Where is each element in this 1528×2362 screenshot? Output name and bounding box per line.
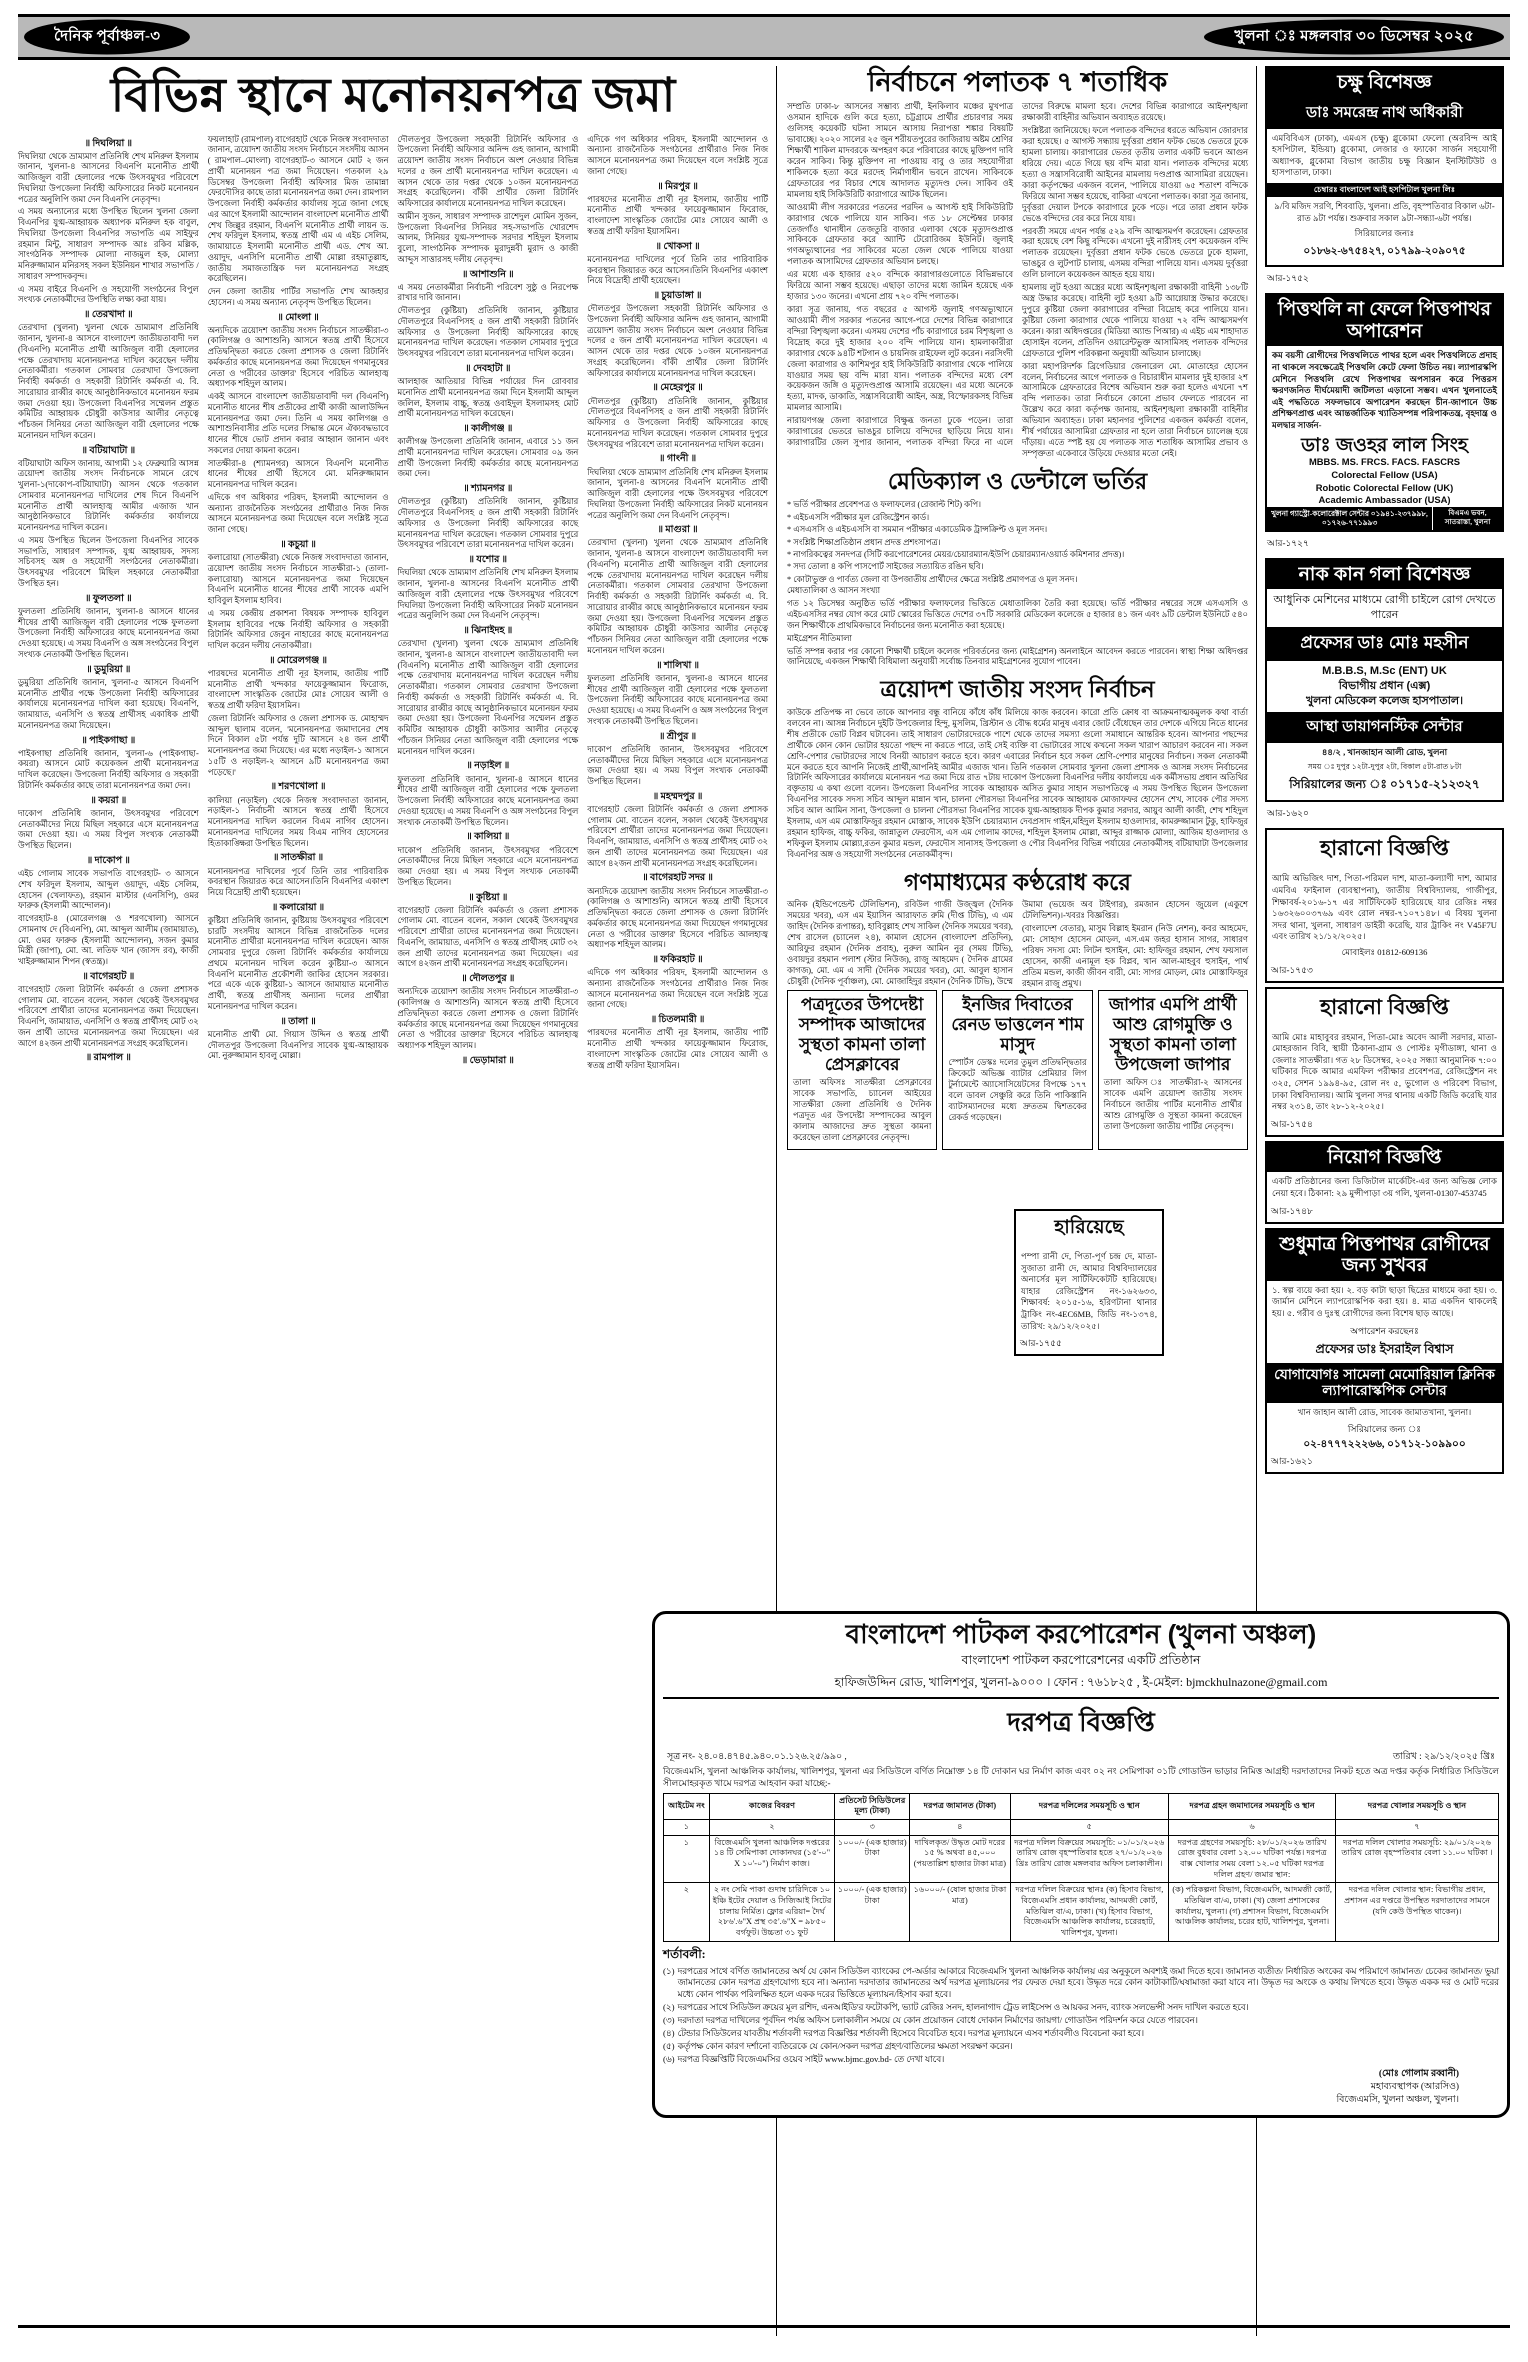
mid-headline-2: মেডিক্যাল ও ডেন্টালে ভর্তির: [887, 467, 1148, 494]
mid-paragraph: নারায়ণগঞ্জ জেলা কারাগারে বিক্ষুব্ধ জনতা ঢুকে পড়েন। তারা কারাগারের ভেতরে ভাঙচুর চালিয়ে বন্দিদের ছাড়িয়ে নিয়ে যান। কারাগারটির জেল সুপার জানান, পলাতক বন্দিরা ফিরে না এলে তাদের বিরুদ্ধে মামলা হবে। দেশের বিভিন্ন কারাগারে আইনশৃঙ্খলা রক্ষাকারী বাহিনীর অভিযান অব্যাহত রয়েছে।: [787, 102, 1248, 448]
ad-ent-serial: সিরিয়ালের জন্য ঃ ০১৭১৫-২১২৩২৭: [1289, 777, 1480, 792]
ad-lost3-title: হারিয়েছে: [1054, 1217, 1124, 1238]
article-paragraph: দেন জেলা জাতীয় পার্টির সভাপতি শেখ আজহার হোসেন। এ সময় অন্যান্য নেতৃবৃন্দ উপস্থিত ছিলেন।: [207, 287, 389, 307]
dateline: ॥ ডুমুরিয়া ॥: [86, 664, 131, 675]
article-paragraph: এ সময় বাইরে বিএনপি ও সহযোগী সংগঠনের বিপুল সংখ্যক নেতাকর্মীদের উপস্থিতি লক্ষ্য করা যায়।: [18, 284, 199, 305]
tender-terms-title: শর্তাবলী:: [663, 1946, 706, 1961]
dateline: ॥ তালা ॥: [280, 1016, 316, 1027]
mid-bullet-list: [787, 499, 1248, 584]
article-paragraph: তেরখাদা (খুলনা) খুলনা থেকে ভ্রাম্যমাণ প্রতিনিধি জানান, খুলনা-৪ আসনে বাংলাদেশ জাতীয়তাবাদী দল (বিএনপি) মনোনীত প্রার্থী আজিজুল বারী হেলালের পক্ষে তেরখাদায় মনোনয়নপত্র দাখিল করেছেন দলীয় নেতাকর্মীরা। গতকাল সোমবার তেরখাদা উপজেলা নির্বাহী কর্মকর্তা ও সহকারী রিটার্নিং কর্মকর্তা এ. বি. সারোয়ার রাব্বীর কাছে আনুষ্ঠানিকভাবে মনোনয়ন ফরম জমা দেওয়া হয়। উপজেলা বিএনপির সম্মেলন প্রস্তুত কমিটির আহ্বায়ক চৌধুরী কাউসার আলীর নেতৃত্বে পাঁচজন সিনিয়র নেতা আজিজুল বারী হেলালের পক্ষে মনোনয়ন দাখিল করেন।: [397, 639, 579, 756]
ad-lost-notice-1[interactable]: [1265, 828, 1504, 982]
article-paragraph: তেরখাদা (খুলনা) খুলনা থেকে ভ্রাম্যমাণ প্রতিনিধি জানান, খুলনা-৪ আসনে বাংলাদেশ জাতীয়তাবাদী দল (বিএনপি) মনোনীত প্রার্থী আজিজুল বারী হেলালের পক্ষে তেরখাদায় মনোনয়নপত্র দাখিল করেছেন দলীয় নেতাকর্মীরা। গতকাল সোমবার তেরখাদা উপজেলা নির্বাহী কর্মকর্তা ও সহকারী রিটার্নিং কর্মকর্তা এ. বি. সারোয়ার রাব্বীর কাছে আনুষ্ঠানিকভাবে মনোনয়ন ফরম জমা দেওয়া হয়। উপজেলা বিএনপির সম্মেলন প্রস্তুত কমিটির আহ্বায়ক চৌধুরী কাউসার আলীর নেতৃত্বে পাঁচজন সিনিয়র নেতা আজিজুল বারী হেলালের পক্ষে মনোনয়ন দাখিল করেন।: [18, 323, 199, 440]
tender-cell-security: দাখিলকৃত/ উদ্ধৃত মোট দরের ১৫ % অথবা ৪৫,০০০ (পয়তাল্লিশ হাজার টাকা মাত্র): [910, 1835, 1010, 1883]
tender-term: [663, 1966, 1499, 2002]
ad-ent-sub: আধুনিক মেশিনের মাধ্যমে রোগী চাইলে রোগ দেখতে পারেন: [1273, 594, 1496, 622]
article-paragraph: পারষদের মনোনীত প্রার্থী নূর ইসলাম, জাতীয় পার্টি মনোনীত প্রার্থী খন্দকার ফায়েকুজ্জামান ফিরোজ, বাংলাদেশ সাংস্কৃতিক জোটের মোঃ সোয়েব আলী ও স্বতন্ত্র প্রার্থী ফরিদা ইয়াসমিন।: [587, 1028, 768, 1070]
requirement-bullet: * সংশ্লিষ্ট শিক্ষাপ্রতিষ্ঠান প্রধান প্রদত্ত প্রশংসাপত্র।: [787, 537, 941, 547]
dateline: ॥ দেবহাটা ॥: [465, 363, 511, 374]
tender-cell-open: দরপত্র দলিল খোলার স্থান: বিভাগীয় প্রধান, প্রশাসন এর দপ্তরে উপস্থিত দরদাতাদের সামনে (যদি কেউ উপস্থিত থাকেন)।: [1336, 1883, 1499, 1941]
ad-degree-line: MBBS. MS. FRCS. FACS. FASCRS: [1308, 456, 1461, 468]
tender-term-text: দরদাতা দরপত্র দাখিলের পূর্বদিন পর্যন্ত অফিস চলাকালীন সময়ে যে কোন প্রয়োজন বোধে দোকান নির্মাণের জায়গা/ গোডাউন পরিদর্শন করে যেতে পারবেন।: [677, 2015, 1198, 2026]
ad-gallbladder-building: বিএমএ ভবন, সাতরাস্তা, খুলনা: [1432, 507, 1502, 530]
dateline: ॥ সাতক্ষীরা ॥: [273, 853, 324, 864]
article-paragraph: দাকোপ প্রতিনিধি জানান, উৎসবমুখর পরিবেশে নেতাকর্মীদের নিয়ে মিছিল সহকারে এসে মনোনয়নপত্র জমা দেওয়া হয়। এ সময় বিপুল সংখ্যক নেতাকর্মী উপস্থিত ছিলেন।: [587, 744, 768, 787]
ad-gallstone-phone: ০২-৪৭৭৭২২২৬৬, ০১৭১২-১০৯৯০০: [1303, 1439, 1466, 1451]
ad-lost2-ref: আর-১৭৫৪: [1271, 1118, 1313, 1129]
mid-notice-boxes: [787, 990, 1248, 1155]
ad-lost-notice-3[interactable]: [1014, 1209, 1164, 1356]
ad-gallstone-address: খান জাহান আলী রোড, সাবেক জামাতখানা, খুলনা।: [1297, 1406, 1472, 1417]
ad-ent-ref: আর-১৬২০: [1267, 808, 1309, 819]
ad-gallstone-title: শুধুমাত্র পিত্তপাথর রোগীদের জন্য সুখবর: [1267, 1230, 1502, 1281]
tender-column-header: দরপত্র জামানত (টাকা): [910, 1793, 1010, 1819]
dateline: ॥ শালিখা ॥: [656, 660, 699, 671]
tender-column-header: কাজের বিবরণ: [709, 1793, 834, 1819]
article-paragraph: এদিকে গণ অধিকার পরিষদ, ইসলামী আন্দোলন ও অন্যান্য রাজনৈতিক সংগঠনের প্রার্থীরাও নিজ নিজ আসনে মনোনয়নপত্র জমা দিয়েছেন বলে সংশ্লিষ্ট সূত্রে জানা গেছে।: [587, 134, 768, 176]
dateline: ॥ দৌলতপুর ॥: [461, 974, 515, 985]
ad-gallbladder-degrees: [1267, 456, 1502, 507]
requirement-bullet: * নাগরিকত্বের সনদপত্র (সিটি করপোরেশনের মেয়র/চেয়ারম্যান/ইউপি চেয়ারম্যান/ওয়ার্ড কমিশনার প্রদত্ত)।: [787, 549, 1125, 559]
tender-sign-org: বিজেএমসি, খুলনা অঞ্চল, খুলনা।: [1336, 2094, 1459, 2105]
ad-gallbladder-doctor: ডাঃ জওহর লাল সিংহ: [1301, 434, 1468, 456]
dateline: ॥ মহম্মদপুর ॥: [652, 791, 703, 802]
ad-lost2-title: হারানো বিজ্ঞপ্তি: [1320, 995, 1449, 1019]
ad-gallbladder-ref: আর-১৭২৭: [1267, 537, 1309, 548]
tender-cell-no: ২: [664, 1883, 710, 1941]
ad-job-notice[interactable]: [1265, 1141, 1504, 1224]
tender-memo-no: সূত্র নং- ২৪.০৪.৪৭৪৫.৯৪০.০১.১২৬.২৫/৯৯০ ,: [667, 1751, 847, 1762]
dateline: ॥ রামপাল ॥: [85, 1053, 131, 1064]
tender-terms-list: [663, 1966, 1499, 2066]
ad-ent-doctor: প্রফেসর ডাঃ মোঃ মহসীন: [1267, 627, 1502, 661]
tender-cell-desc: ২ নং সেমি পাকা গুদাম্ব চারিদিকে ১০ ইঞ্চি ইটের দেয়াল ও সিজিআই সিটের চালায় নির্মিত। ফ্লোর এরিয়া= দৈর্ঘ ২৮৬'.৬"X প্রস্থ ৩৫'.৬"X = ৯৮৫০ বর্গফুট। উচ্চতা ৩১ ফুট: [709, 1883, 834, 1941]
ad-eye-ref: আর-১৭৫২: [1267, 273, 1309, 284]
mid-paragraph: আওয়ামী লীগ সরকারের পতনের পরদিন ৬ আগস্ট হাই সিকিউরিটি কারাগার থেকে পালিয়ে যান সাকিব। গত ১৮ সেপ্টেম্বর ঢাকার তেজগাঁও থানাধীন তেজতুরি বাজার এলাকা থেকে মৃত্যুদণ্ডপ্রাপ্ত সাকিবকে গ্রেফতার করে অ্যান্টি টেরোরিজম ইউনিট। জুলাই গণঅভ্যুত্থানের পর সাকিবের মতো জেল থেকে পালিয়ে যাওয়া পলাতক আসামিদের গ্রেফতার অভিযান চলছে।: [787, 202, 1013, 267]
requirement-bullet: * কোটাভুক্ত ও পার্বত্য জেলা বা উপজাতীয় প্রার্থীদের ক্ষেত্রে সংশ্লিষ্ট প্রমাণপত্র ও মূল সনদ।: [787, 574, 1078, 584]
notice-body: তালা অফিসঃ সাতক্ষীরা প্রেসক্লাবের সাবেক সভাপতি, চ্যানেল আইয়ের সাতক্ষীরা জেলা প্রতিনিধি ও দৈনিক পত্রদূত এর উপদেষ্টা সম্পাদকের আবুল কালাম আজাদের দ্রুত সুস্থতা কামনা করেছেন তালা প্রেসক্লাবের নেতৃবৃন্দ।: [793, 1078, 932, 1142]
tender-cell-sale: দরপত্র দলিল বিক্রয়ের সময়সূচি: ০১/০১/২০২৬ তারিখ রোজ বৃহস্পতিবার হতে ২৭/০১/২০২৬ খ্রিঃ তারিখ রোজ মঙ্গলবার অফিস চলাকালীন।: [1010, 1835, 1169, 1883]
article-paragraph: কলারোয়া (সাতক্ষীরা) থেকে নিজস্ব সংবাদদাতা জানান, ত্রয়োদশ জাতীয় সংসদ নির্বাচনে সাতক্ষীরা-১ (তালা-কলারোয়া) আসনে মনোনয়নপত্র জমা দিয়েছেন বিএনপি মনোনীত ধানের শীষের প্রার্থী সাবেক এমপি হাবিবুল ইসলাম হাবিব।: [207, 553, 389, 606]
dateline: ॥ ফকিরহাট ॥: [652, 955, 703, 966]
article-paragraph: বাগেরহাট জেলা রিটার্নিং কর্মকর্তা ও জেলা প্রশাসক গোলাম মো. বাতেন বলেন, সকাল থেকেই উৎসবমুখর পরিবেশে প্রার্থীরা তাদের মনোনয়নপত্র জমা দিয়েছেন। বিএনপি, জামায়াত, এনসিপি ও স্বতন্ত্র প্রার্থীসহ মোট ৩২ জন প্রার্থী তাদের মনোনয়নপত্র জমা দিয়েছেন। এর আগে ৪২জন প্রার্থী মনোনয়নপত্র সংগ্রহ করেছিলেন।: [587, 804, 768, 868]
ad-ent-address: ৪৪/২ , খানজাহান আলী রোড, খুলনা: [1321, 746, 1448, 757]
tender-sign-name: (মোঃ গোলাম রব্বানী): [1378, 2068, 1459, 2079]
article-paragraph: মনোনয়নপত্র দাখিলের পূর্বে তিনি তার পারিবারিক কবরস্থান জিয়ারত করে আসেন।তিনি বিএনপির একাংশ নিয়ে বিদ্রোহী প্রার্থী হয়েছেন।: [587, 254, 768, 286]
notice-box[interactable]: [1098, 990, 1248, 1150]
tender-term-number: (৬): [663, 2053, 675, 2064]
ad-lost3-body: পম্পা রানী দে, পিতা-পূর্ণ চন্দ্র দে, মাতা-সুজাতা রানী দে, আমার বিশ্ববিদ্যালয়ের অনার্সের মূল সার্টিফিকেটটি হারিয়েছে। যাহার রেজিস্ট্রেশন নং-১৬২৬৩৩, শিক্ষাবর্ষ: ২০১৫-১৬, হরিণটানা থানার ট্রাকিং নং-4EC6MB, জিডি নং-১৩৭৪, তারিখ: ২৯/১২/২০২৫।: [1021, 1251, 1157, 1331]
mid-headline-4: গণমাধ্যমের কণ্ঠরোধ করে: [904, 868, 1131, 895]
tender-column-number: ৫: [1010, 1819, 1169, 1835]
tender-term: [663, 2002, 1499, 2014]
tender-term: [663, 2041, 1499, 2053]
article-paragraph: একই আসনে বাংলাদেশ জাতীয়তাবাদী দল (বিএনপি) মনোনীত ধানের শীষ প্রতীকের প্রার্থী কাজী আলাউদ্দিন মনোনয়নপত্র জমা দেন। তিনি এ সময় কালিগঞ্জ ও আশাশুনিবাসীর প্রতি দলের সিদ্ধান্ত মেনে ঐক্যবদ্ধভাবে ধানের শীষে ভোট প্রদান করার আহ্বান জানান এবং সকলের দোয়া কামনা করেন।: [207, 392, 389, 455]
ad-eye-phone: ০১৮৬২-৬৭৫৪২৭, ০১৭৯৯-২০৯০৭৫: [1303, 246, 1466, 258]
requirement-bullet: * ভর্তি পরীক্ষার প্রবেশপত্র ও ফলাফলের (রেজাল্ট শিট) কপি।: [787, 500, 982, 510]
tender-term-text: দরপত্রের সাথে বর্ণিত জামানতের অর্থ যে কোন সিডিউল ব্যাংকের পে-অর্ডার আকারে বিজেএমসি খুলনা আঞ্চলিক কার্যালয় এর অনুকূলে অবশ্যই জমা দিতে হবে। জামানত ব্যতীত/ নির্ধারিত অংকের কম পরিমাণে জামানত/ চেকের জামানত/ ভুয়া জামানতের কোন দরপত্র গ্রহণযোগ্য হবে না। অন্যান্য দরদাতার জামানতের অর্থ দরপত্র মূল্যায়নের পর ফেরত দেয়া হবে। উদ্ধৃত দরে কোন কাটাকাটি/ঘষামাজা করা যাবে না। উদ্ধৃত দর অংকে ও কথায় লিখতে হবে। উদ্ধৃত একক দর ও মোট দরের মধ্যে কোন পার্থক্য পরিলক্ষিত হলে একক দরের ভিত্তিতে মূল্যায়ন/হিসাব করা হবে।: [677, 1965, 1499, 2000]
tender-term-number: (৫): [663, 2040, 675, 2051]
article-paragraph: বাগেরহাট জেলা রিটার্নিং কর্মকর্তা ও জেলা প্রশাসক গোলাম মো. বাতেন বলেন, সকাল থেকেই উৎসবমুখর পরিবেশে প্রার্থীরা তাদের মনোনয়নপত্র জমা দিয়েছেন। বিএনপি, জামায়াত, এনসিপি ও স্বতন্ত্র প্রার্থীসহ মোট ৩২ জন প্রার্থী তাদের মনোনয়নপত্র জমা দিয়েছেন। এর আগে ৪২জন প্রার্থী মনোনয়নপত্র সংগ্রহ করেছিলেন।: [18, 984, 199, 1048]
article-paragraph: সাতক্ষীরা-৪ (শ্যামনগর) আসনে বিএনপি মনোনীত ধানের শীষের প্রার্থী হিসেবে মো. মনিরুজ্জামান মনোনয়নপত্র দাখিল করেন।: [207, 458, 389, 490]
dateline: ॥ কুষ্টিয়া ॥: [468, 892, 508, 903]
tender-cell-schedule-price: ১০০০/- (এক হাজার) টাকা: [835, 1835, 910, 1883]
article-paragraph: আলহাজ আতিয়ার বিভিন্ন পর্যায়ের দিন রোববার মনোনিত প্রার্থী মনোনয়নপত্র জমা দিনে ইসলামী আব্দুল জলিল, ইসলাম বাচ্চু, স্বতন্ত্র ওবাইদুল ইসলামসহ মোট প্রার্থী মনোনয়নপত্র দাখিল করেছেন।: [397, 377, 579, 419]
tender-term-text: দরপত্র বিজ্ঞপ্তিটি বিজেএমসির ওয়েব সাইট www.bjmc.gov.bd- তে দেখা যাবে।: [677, 2053, 945, 2064]
article-paragraph: দাকোপ প্রতিনিধি জানান, উৎসবমুখর পরিবেশে নেতাকর্মীদের নিয়ে মিছিল সহকারে এসে মনোনয়নপত্র জমা দেওয়া হয়। এ সময় বিপুল সংখ্যক নেতাকর্মী উপস্থিত ছিলেন।: [397, 845, 579, 887]
ad-ent-center: আস্থা ডায়াগনস্টিক সেন্টার: [1267, 712, 1502, 743]
tender-column-header: দরপত্র দলিলের সময়সূচি ও স্থান: [1010, 1793, 1169, 1819]
tender-term: [663, 2015, 1499, 2027]
ad-eye-serial-label: সিরিয়ালের জন্যঃ: [1354, 228, 1415, 239]
ad-degree-line: M.B.B.S, M.Sc (ENT) UK: [1322, 665, 1447, 678]
tender-term: [663, 2028, 1499, 2040]
ad-lost1-title: হারানো বিজ্ঞপ্তি: [1320, 837, 1449, 861]
ad-gallstone-ref: আর-১৬২১: [1271, 1456, 1313, 1467]
mid-paragraph: কারা মহাপরিদর্শক ব্রিগেডিয়ার জেনারেল মো. মোতাহের হোসেন বলেন, নির্বাচনের আগে পলাতক ও বিচারাধীন মামলার দুই হাজার ২শ আসামিকে গ্রেফতারের বিশেষ অভিযান শুরু করা হলেও এখনো ৭শ বন্দি পলাতক। তারা নির্বাচনে কোনো প্রভাব ফেলতে পারবেন না উল্লেখ করে কারা কর্তৃপক্ষ জানায়, আইনশৃঙ্খলা রক্ষাকারী বাহিনীর অভিযান অব্যাহত। ঢাকা মহানগর পুলিশের একজন কর্মকর্তা বলেন, শীর্ষ পর্যায়ের আসামিরা গ্রেফতার না হলে তারা নির্বাচনে চ্যালেঞ্জ হয়ে দাঁড়ায়। এতে স্পষ্ট হয় যে পলাতক সাত শতাধিক আসামির প্রভাব ও সম্পৃক্ততা একেবারে উড়িয়ে দেওয়ার মতো নেই।: [1022, 361, 1248, 458]
ad-eye-specialist[interactable]: [1265, 66, 1504, 267]
article-paragraph: অন্যদিকে ত্রয়োদশ জাতীয় সংসদ নির্বাচনে সাতক্ষীরা-৩ (কালিগঞ্জ ও আশাশুনি) আসনে স্বতন্ত্র প্রার্থী হিসেবে প্রতিদ্বন্দ্বিতা করতে জেলা প্রশাসক ও জেলা রিটার্নিং কর্মকর্তার কাছে মনোনয়নপত্র জমা দিয়েছেন গণমানুষের নেতা ও 'গরীবের ডাক্তার' হিসেবে পরিচিত আলহাজ্ব অধ্যাপক শহিদুল আলম।: [397, 987, 579, 1051]
article-paragraph: দৌলতপুর (কুষ্টিয়া) প্রতিনিধি জানান, কুষ্টিয়ার দৌলতপুরে বিএনপিসহ ৫ জন প্রার্থী সহকারী রিটার্নিং অফিসার ও উপজেলা নির্বাহী অফিসারের কাছে মনোনয়নপত্র দাখিল করেছেন। গতকাল সোমবার দুপুরে উৎসবমুখর পরিবেশে তারা মনোনয়নপত্র দাখিল করেন।: [397, 497, 579, 550]
mid-paragraph: কারা সূত্র জানায়, গত বছরের ৫ আগস্ট জুলাই গণঅভ্যুত্থানে আওয়ামী লীগ সরকার পতনের আগে-পরে দেশের বিভিন্ন কারাগারে বন্দিরা বিশৃঙ্খলা করেন। এসময় দেশের পাঁচ কারাগারে চরম বিশৃঙ্খলা ও বিদ্রোহ করে দুই হাজার ২০০ বন্দি পালিয়ে যান। হামলাকারীরা কারাগার থেকে ৯৪টি শটগান ও চায়নিজ রাইফেল লুট করেন। নরসিংদী জেলা কারাগার ও কাশিমপুর হাই সিকিউরিটি কারাগার থেকে পালিয়ে যাওয়ার সময় ছয় বন্দি মারা যান। পলাতক বন্দিদের মধ্যে বেশ কয়েকজন জঙ্গি ও মৃত্যুদণ্ডপ্রাপ্ত আসামি রয়েছেন। এর মধ্যে অনেকে হত্যা, মাদক, ডাকাতি, সন্ত্রাসবিরোধী আইন, অস্ত্র, বিস্ফোরকসহ বিভিন্ন মামলার আসামি।: [787, 304, 1013, 413]
article-paragraph: দৌলতপুর (কুষ্টিয়া) প্রতিনিধি জানান, কুষ্টিয়ার দৌলতপুরে বিএনপিসহ ৫ জন প্রার্থী সহকারী রিটার্নিং অফিসার ও উপজেলা নির্বাহী অফিসারের কাছে মনোনয়নপত্র দাখিল করেছেন। গতকাল সোমবার দুপুরে উৎসবমুখর পরিবেশে তারা মনোনয়নপত্র দাখিল করেন।: [397, 306, 579, 359]
banner-headline: বিভিন্ন স্থানে মনোনয়নপত্র জমা: [110, 68, 676, 121]
dateline: ॥ দিঘলিয়া ॥: [84, 138, 132, 149]
mid-paragraph: মেধাতালিকা ও আসন সংখ্যা: [787, 585, 881, 595]
tender-column-number: ৪: [910, 1819, 1010, 1835]
article-paragraph: এদিকে গণ অধিকার পরিষদ, ইসলামী আন্দোলন ও অন্যান্য রাজনৈতিক সংগঠনের প্রার্থীরাও নিজ নিজ আসনে মনোনয়নপত্র জমা দিয়েছেন বলে সংশ্লিষ্ট সূত্রে জানা গেছে।: [207, 492, 389, 535]
mid-paragraph: কাউকে প্রতিপক্ষ না ভেবে তাকে আপনার বন্ধু বানিয়ে কাঁধে কাঁধ মিলিয়ে কাজ করবেন। কারো প্রতি ক্রোধ বা আক্রমনাত্মকমুলক কথা বার্তা বলবেন না। আসন্ন নির্বাচনে দুইটি উপজেলার হিন্দু, মুসলিম, খ্রিস্টান ও বৌদ্ধ ধর্মের মানুষ এবার জোট বেঁধেছেন তার দেশকে এগিয়ে নিতে ধানের শীষ প্রতীকে ভোট বিপ্লব ঘটাবেন। তাই সাধারণ ভোটারদেরকে পাশে থেকে তাদের সমস্যা গুলো সমাধানে আন্তরিক হবেন। আপনার পছন্দের প্রার্থীকে কোন কোন ভোটার হয়তো পছন্দ না করতে পারে, তাই সেই ব্যক্তি বা ভোটারের সাথে কখনো সকল খারাপ আচারণ করবেন না। সকল শ্রেণি-পেশার ভোটারদের সাথে বিনয়ী আচারণ করতে হবে। কারণ এবারের নির্বাচন হবে সকল শ্রেণি-পেশার মানুষের নির্বাচন। সকল নেতাকর্মী মনে করতে হবে আপনি নিজেই প্রার্থী,আপনিই আমীর এজাজ খান। তিনি গতকাল সোমবার খুলনা জেলা প্রশাসক ও আসন্ন সংসদ নির্বাচনের রিটার্নিং অফিসারের কার্যালয়ে মনোনয়ন পত্র জমা দিয়ে রাত ৭টায় দাকোপ উপজেলা বিএনপির দলীয় কার্যালয়ে এক কর্মীসভায় প্রধান অতিথির বক্তৃতায় এ কথা গুলো বলেন। উপজেলা বিএনপির সাবেক আহ্বায়ক অসিত কুমার সাহান সভাপতিত্বে এ সময় উপস্থিত ছিলেন উপজেলা বিএনপির সাবেক সদস্য সচিব আব্দুল মান্নান খান, চালনা পৌরসভা বিএনপির সাবেক আহ্বায়ক মোজাফফর হোসেন শেখ, সাবেক পৌর সদস্য সচিব আল আমিন সানা, উপজেলা ও চালনা পৌরসভা বিএনপির সাবেক যুগ্ম-আহ্বায়ক দীপক কুমার সরদার, আয়ুব আলী কাজী, শেখ শহিদুল ইসলাম, এস এম মোস্তাফিজুর রহমান মোস্তাক, সাবেক ইউপি চেয়ারম্যান দেবপ্রসাদ গাইন,মহিদুল ইসলাম হাওলাদার, কামরুজ্জামান টুকু, হাফিজুর রহমান হাফিজ, বাচ্চু ফকির, জান্নাতুল ফেরদৌস, এস এম গোলাম কাদের, শহিদুল ইসলাম মোল্লা, আব্দুর রাজ্জাক মোল্যা, আজিম হাওলাদার ও শফিকুল ইসলাম মোল্ল্যা,রতন কুমার মন্ডল, ফেরদৌস সানাসহ উপজেলা ও পৌর বিএনপির বিভিন্ন পর্যায়ের নেতাকর্মীসহ বটিয়াঘাটা উপজেলার বিএনপির অঙ্গ ও সহযোগী সংগঠনের নেতাকর্মীবৃন্দ।: [787, 707, 1248, 859]
ad-eye-address: ৯/বি মজিদ সরণি, শিববাড়ি, খুলনা। প্রতি, বৃহস্পতিবার বিকাল ৬টা- রাত ৯টা পর্যন্ত। শুক্রবার সকাল ৯টা-সন্ধ্যা-৬টা পর্যন্ত।: [1274, 201, 1495, 223]
mid-paragraph: হামলায় লুট হওয়া অস্ত্রের মধ্যে আইনশৃঙ্খলা রক্ষাকারী বাহিনী ১৩৮টি অস্ত্র উদ্ধার করেছে। বাহিনী লুট হওয়া ৯টি আগ্নেয়াস্ত্র উদ্ধার করেছে। দুপুরে কুষ্টিয়া জেলা কারাগারের বন্দিরা বিদ্রোহ করে পালিয়ে যান। কুষ্টিয়া জেলা কারাগার থেকে পালিয়ে যাওয়া ৭২ বন্দি আত্মসমর্পণ করেন। কারা অধিদপ্তরের (মিডিয়া অ্যান্ড পিআর) এ এইচ এম শাহাদাত হোসাইন বলেন, প্রতিদিন ওয়ারেন্টভুক্ত আসামিসহ পলাতক বন্দিদের গ্রেফতারে পুলিশ পরিকল্পনা অনুযায়ী অভিযান চালাচ্ছে।: [1022, 283, 1248, 358]
article-paragraph: দিঘলিয়া থেকে ভ্রাম্যমাণ প্রতিনিধি শেখ মনিরুল ইসলাম জানান, খুলনা-৪ আসনের বিএনপি মনোনীত প্রার্থী আজিজুল বারী হেলালের পক্ষে উৎসবমুখর পরিবেশে দিঘলিয়া উপজেলা নির্বাহী অফিসারের নিকট মনোনয়ন পত্রের অনুলিপি জমা দেন বিএনপি নেতৃবৃন্দ।: [587, 467, 768, 520]
ad-job-ref: আর-১৭৪৮: [1271, 1205, 1313, 1216]
tender-cell-sale: দরপত্র দলিল বিক্রয়ের স্থানঃ (ক) হিসাব বিভাগ, বিজেএমসি প্রধান কার্যালয়, আদমজী কোর্ট, মতিঝিল বা/এ, ঢাকা। (খ) হিসাব বিভাগ, বিজেএমসি আঞ্চলিক কার্যালয়, চরেরহাট, খালিশপুর, খুলনা।: [1010, 1883, 1169, 1941]
dateline: ॥ গাংনী ॥: [659, 454, 697, 465]
dateline: ॥ কালিয়া ॥: [466, 832, 510, 843]
ad-eye-body: এমবিবিএস (ঢাকা), এমএস (চক্ষু) গ্লুকোমা ফেলো (অরবিন্দ আই হসপিটাল, ইন্ডিয়া) গ্লুকোমা, লেজার ও ফ্যাকো সার্জন সহযোগী অধ্যাপক, গ্লুকোমা বিভাগ জাতীয় চক্ষু বিজ্ঞান ইনস্টিটিউট ও হাসপাতাল, ঢাকা।: [1272, 132, 1497, 178]
tender-column-header: দরপত্র খোলার সময়সূচি ও স্থান: [1336, 1793, 1499, 1819]
tender-body: [664, 1835, 1499, 1941]
dateline: ॥ কলারোয়া ॥: [272, 902, 325, 913]
ad-lost1-body: আমি অভিজিৎ দাশ, পিতা-পরিমল দাশ, মাতা-কল্যাণী দাশ, আমার এমবিএ ফাইনাল (ব্যবস্থাপনা), জাতীয় বিশ্ববিদ্যালয়, গাজীপুর, শিক্ষাবর্ষ-২০১৬-১৭ এর সার্টিফিকেট হারিয়েছে যার রেজিঃ নম্বর ১৬৩২৬০০৩৭৬৯ এবং রোল নম্বর-৭১০৭১৪৮। এ বিষয় খুলনা সদর থানা, খুলনা, সাধারণ ডাইরী করেছি, যার ট্রাকিং নং V45F7U এবং তারিখ ২১/১২/২০২৫।: [1272, 873, 1497, 942]
dateline: ॥ নড়াইল ॥: [466, 761, 510, 772]
article-paragraph: এ সময় নেতাকর্মীরা নির্বাচনী পরিবেশ সুষ্ঠু ও নিরপেক্ষ রাখার দাবি জানান।: [397, 282, 579, 303]
article-paragraph: অন্যদিকে ত্রয়োদশ জাতীয় সংসদ নির্বাচনে সাতক্ষীরা-৩ (কালিগঞ্জ ও আশাশুনি) আসনে স্বতন্ত্র প্রার্থী হিসেবে প্রতিদ্বন্দ্বিতা করতে জেলা প্রশাসক ও জেলা রিটার্নিং কর্মকর্তার কাছে মনোনয়নপত্র জমা দিয়েছেন গণমানুষের নেতা ও 'গরীবের ডাক্তার' হিসেবে পরিচিত আলহাজ্ব অধ্যাপক শহিদুল আলম।: [207, 325, 389, 389]
ad-gallbladder[interactable]: [1265, 293, 1504, 532]
tender-column-number: ৭: [1336, 1819, 1499, 1835]
article-paragraph: বাগেরহাট-৪ (মোরেলগঞ্জ ও শরণখোলা) আসনে সোমনাথ দে (বিএনপি), মো. আব্দুল আলীম (জামায়াত), মো. ওমর ফারুক (ইসলামী আন্দোলন), সজন কুমার মিস্ত্রী (জাপা), মো. আ. লতিফ খান (জাসদ রব), কাজী খাইরুজ্জামান শিপন (স্বতন্ত্র)।: [18, 914, 199, 967]
tender-cell-security: ১৬০০০/- (ষোল হাজার টাকা মাত্র): [910, 1883, 1010, 1941]
masthead-right-plate: খুলনা ঃ মঙ্গলবার ৩০ ডিসেম্বর ২০২৫: [1204, 20, 1504, 55]
ad-degree-line: Academic Ambassador (USA): [1318, 494, 1451, 506]
mid-headline-1: নির্বাচনে পলাতক ৭ শতাধিক: [867, 67, 1168, 97]
article-paragraph: ফুলতলা প্রতিনিধি জানান, খুলনা-৪ আসনে ধানের শীষের প্রার্থী আজিজুল বারী হেলালের পক্ষে ফুলতলা উপজেলা নির্বাহী অফিসারের কাছে মনোনয়নপত্র জমা দেওয়া হয়েছে। এ সময় বিএনপি ও অঙ্গ সংগঠনের বিপুল সংখ্যক নেতাকর্মী উপস্থিত ছিলেন।: [18, 606, 199, 659]
dateline: ॥ শ্যামনগর ॥: [463, 484, 513, 495]
ad-gallbladder-contact: [1267, 507, 1502, 530]
dateline: ॥ মোরেলগঞ্জ ॥: [269, 655, 328, 666]
ad-gallstone-contact-head: যোগাযোগঃ সামেলা মেমোরিয়াল ক্লিনিক ল্যাপারোস্কপিক সেন্টার: [1267, 1363, 1502, 1403]
notice-body: তালা অফিস ঃ সাতক্ষীরা-২ আসনের সাবেক এমপি ত্রয়োদশ জাতীয় সংসদ নির্বাচনে জাতীয় পার্টির মনোনীত প্রার্থীর আশু রোগমুক্তি ও সুস্থতা কামনা করেছেন তালা উপজেলা জাতীয় পার্টির নেতৃবৃন্দ।: [1103, 1078, 1242, 1131]
article-paragraph: কালীগঞ্জ উপজেলা প্রতিনিধি জানান, এবারে ১১ জন প্রার্থী মনোনয়নপত্র দাখিল করেছেন। সোমবার ০৯ জন প্রার্থী উপজেলা নির্বাহী কর্মকর্তার কাছে মনোনয়নপত্র জমা দেন।: [397, 437, 579, 479]
tender-cell-open: দরপত্র দলিল খোলার সময়সূচি: ২৯/০১/২০২৬ তারিখ রোজ বৃহস্পতিবার বেলা ১১.০০ ঘটিকা ।: [1336, 1835, 1499, 1883]
tender-cell-no: ১: [664, 1835, 710, 1883]
ad-job-title: নিয়োগ বিজ্ঞপ্তি: [1267, 1143, 1502, 1173]
tender-org-address: হাফিজউদ্দিন রোড, খালিশপুর, খুলনা-৯০০০ । ফোন : ৭৬১৮২৫ , ই-মেইল: bjmckhulnazone@gmail.com: [663, 1674, 1499, 1699]
dateline: ॥ পাইকগাছা ॥: [81, 735, 136, 746]
article-paragraph: ফুলতলা প্রতিনিধি জানান, খুলনা-৪ আসনে ধানের শীষের প্রার্থী আজিজুল বারী হেলালের পক্ষে ফুলতলা উপজেলা নির্বাহী অফিসারের কাছে মনোনয়নপত্র জমা দেওয়া হয়েছে। এ সময় বিএনপি ও অঙ্গ সংগঠনের বিপুল সংখ্যক নেতাকর্মী উপস্থিত ছিলেন।: [587, 673, 768, 726]
tender-term-number: (৩): [663, 2015, 675, 2026]
tender-column-number: ২: [709, 1819, 834, 1835]
article-paragraph: মনোনয়নপত্র দাখিলের পূর্বে তিনি তার পারিবারিক কবরস্থান জিয়ারত করে আসেন।তিনি বিএনপির একাংশ নিয়ে বিদ্রোহী প্রার্থী হয়েছেন।: [207, 866, 389, 898]
dateline: ॥ বটিয়াঘাটা ॥: [81, 445, 136, 456]
article-paragraph: পারষদের মনোনীত প্রার্থী নূর ইসলাম, জাতীয় পার্টি মনোনীত প্রার্থী খন্দকার ফায়েকুজ্জামান ফিরোজ, বাংলাদেশ সাংস্কৃতিক জোটের মোঃ সোয়েব আলী ও স্বতন্ত্র প্রার্থী ফরিদা ইয়াসমিন।: [587, 194, 768, 236]
article-paragraph: বটিয়াঘাটা অফিস জানায়, আগামী ১২ ফেব্রুয়ারি আসন্ন ত্রয়োদশ জাতীয় সংসদ নির্বাচনকে সামনে রেখে খুলনা-১(দাকোপ-বটিয়াঘাটা) আসন থেকে গতকাল সোমবার মনোনয়নপত্র দাখিলের শেষ দিনে বিএনপি মনোনীত প্রার্থী আলহাজ্ব আমীর এজাজ খান আনুষ্ঠানিকভাবে রিটার্নিং কর্মকর্তার কার্যালয়ে মনোনয়নপত্র দাখিল করেন।: [18, 458, 199, 533]
mid-story-4: [787, 900, 1248, 989]
tender-term-number: (৪): [663, 2027, 675, 2038]
tender-sign-title: মহাব্যবস্থাপক (আরসিও): [1370, 2081, 1459, 2092]
ad-lost1-mobile: মোবাইলঃ 01812-609136: [1341, 946, 1428, 957]
article-paragraph: পাইকগাছা প্রতিনিধি জানান, খুলনা-৬ (পাইকগাছা-কয়রা) আসনে মোট কয়েকজন প্রার্থী মনোনয়নপত্র দাখিল করেছেন। উপজেলা নির্বাহী অফিসার ও সহকারী রিটার্নিং কর্মকর্তার কাছে তারা মনোনয়নপত্র জমা দেন।: [18, 748, 199, 790]
tender-term: [663, 2054, 1499, 2066]
dateline: ॥ বাগেরহাট ॥: [82, 971, 135, 982]
dateline: ॥ মেহেরপুর ॥: [652, 383, 703, 394]
article-paragraph: এ সময় কেন্দ্রীয় প্রকাশনা বিষয়ক সম্পাদক হাবিবুল ইসলাম হাবিবের পক্ষে নির্বাহী অফিসার ও সহকারী রিটার্নিং অফিসার জেবুন নাহারের কাছে মনোনয়নপত্র দাখিল করেন দলীয় নেতাকর্মীরা।: [207, 608, 389, 651]
tender-term-number: (১): [663, 1965, 675, 1976]
requirement-bullet: * সদ্য তোলা ৪ কপি পাসপোর্ট সাইজের সত্যায়িত রঙিন ছবি।: [787, 562, 984, 572]
tender-term-text: টেন্ডার সিডিউলের যাবতীয় শর্তাবলী দরপত্র বিজ্ঞপ্তির শর্তাবলী হিসেবে বিবেচিত হবে। দরপত্র মূল্যায়নে এসব শর্তাবলীও বিবেচনা করা হবে।: [677, 2027, 1144, 2038]
mid-headline-3: ত্রয়োদশ জাতীয় সংসদ নির্বাচন: [880, 676, 1155, 703]
left-article-columns: [18, 135, 768, 1072]
dateline: ॥ শরণখোলা ॥: [270, 782, 326, 793]
dateline: ॥ বাগেরহাট সদর ॥: [642, 873, 713, 884]
tender-term-number: (২): [663, 2002, 675, 2013]
article-paragraph: আমীন সুজন, সাধারণ সম্পাদক রাশেদুল মোমিন সুজন, উপজেলা বিএনপির সিনিয়র সহ-সভাপতি খোরশেদ আলম, সিনিয়র যুগ্ম-সম্পাদক সরদার শহিদুল ইসলাম বুলো, সাংগঠনিক সম্পাদক মুরাদুন্নবী মুরাদ ও কাজী আব্দুস সাত্তারসহ দলীয় নেতৃবৃন্দ।: [397, 211, 579, 264]
tender-cell-schedule-price: ১০০০/- (এক হাজার) টাকা: [835, 1883, 910, 1941]
ad-gallbladder-body: কম বয়সী রোগীদের পিত্তথলিতে পাথর হলে এবং পিত্তথলিতে প্রদাহ না থাকলে সবক্ষেত্রেই পিত্তথলি কেটে ফেলা উচিত নয়। ল্যাপারস্কপি মেশিনে পিত্তথলি রেখে পিত্তপাথর অপসারন করে পিত্তরস ক্ষরণজনিত দীর্ঘমেয়াদী জটিলতা এড়ানো সম্ভব। এখন খুলনাতেই এই পদ্ধতিতে সফলভাবে অপারেশন করছেন চীন-জাপানে উচ্চ প্রশিক্ষণপ্রাপ্ত এবং আন্তর্জাতিক খ্যাতিসম্পন্ন পরিপাকতন্ত্র, বৃহদান্ত্র ও মলদ্বার সার্জন-: [1272, 350, 1497, 430]
tender-signature: [663, 2068, 1499, 2107]
ad-gallbladder-center: খুলনা গ্যাস্ট্রো-কলোরেক্টাল সেন্টার ০১৯৪১-২৩৭৯৯৮, ০১৭২৬-৭৭১৯৯৩: [1271, 509, 1428, 528]
tender-table: [663, 1793, 1499, 1942]
masthead-left-plate: দৈনিক পূর্বাঞ্চল-৩: [24, 20, 190, 55]
mid-paragraph: পরবর্তী সময়ে এখন পর্যন্ত ৫২৯ বন্দি আত্মসমর্পণ করেছেন। গ্রেফতার করা হয়েছে বেশ কিছু বন্দিকে। এখনো দুই নারীসহ বেশ কয়েকজন বন্দি পলাতক রয়েছেন। দুর্বৃত্তরা প্রধান ফটক ভেঙে ভেতরে ঢুকে হামলা, ভাঙচুর ও লুটপাট চালায়, এসময় বন্দিরা পালিয়ে যান। এসময় দুর্বৃত্তরা গুলি চালালে কয়েকজন আহত হয়ে যায়।: [1022, 226, 1248, 280]
tender-column-number: ৬: [1169, 1819, 1336, 1835]
dateline: ॥ মোংলা ॥: [277, 312, 319, 323]
tender-term-text: কর্তৃপক্ষ কোন কারণ দর্শানো ব্যতিরেকে যে কোন/সকল দরপত্র গ্রহণ/বাতিলের ক্ষমতা সংরক্ষণ করেন।: [677, 2040, 1013, 2051]
mid-story-2: [787, 586, 1248, 668]
article-paragraph: কুষ্টিয়া প্রতিনিধি জানান, কুষ্টিয়ায় উৎসবমুখর পরিবেশে চারটি সংসদীয় আসনে বিভিন্ন রাজনৈতিক দলের মনোনীত প্রার্থীরা মনোনয়নপত্র দাখিল করেছেন। আজ সোমবার দুপুরে জেলা রিটার্নিং কর্মকর্তার কার্যালয়ে প্রথমে মনোনয়ন দাখিল করেন কুষ্টিয়া-৩ আসনে বিএনপি মনোনীত প্রকৌশলী জাকির হোসেন সরকার। পরে একে একে কুষ্টিয়া-১ আসনে জামায়াত মনোনীত প্রার্থী, স্বতন্ত্র প্রার্থীসহ অন্যান্য দলের প্রার্থীরা মনোনয়নপত্র দাখিল করেন।: [207, 915, 389, 1011]
dateline: ॥ শ্রীপুর ॥: [659, 731, 697, 742]
tender-column-header: আইটেম নং: [664, 1793, 710, 1819]
tender-column-number: ১: [664, 1819, 710, 1835]
ad-degree-line: বিভাগীয় প্রধান (এক্স): [1338, 679, 1431, 692]
notice-headline: জাপার এমপি প্রার্থী আশু রোগমুক্তি ও সুস্থতা কামনা তালা উপজেলা জাপার: [1108, 994, 1237, 1074]
notice-headline: ইনজির দিবাতের রেনড ভাত্তলেন শাম মাসুদ: [951, 994, 1084, 1054]
tender-column-number-row: [664, 1819, 1499, 1835]
tender-meta: [663, 1749, 1499, 1766]
article-paragraph: দিঘলিয়া থেকে ভ্রাম্যমাণ প্রতিনিধি শেখ মনিরুল ইসলাম জানান, খুলনা-৪ আসনের বিএনপি মনোনীত প্রার্থী আজিজুল বারী হেলালের পক্ষে উৎসবমুখর পরিবেশে দিঘলিয়া উপজেলা নির্বাহী অফিসারের নিকট মনোনয়ন পত্রের অনুলিপি জমা দেন বিএনপি নেতৃবৃন্দ।: [397, 568, 579, 621]
ad-lost-notice-2[interactable]: [1265, 987, 1504, 1137]
article-paragraph: দৌলতপুর উপজেলা সহকারী রিটার্নিং অফিসার ও উপজেলা নির্বাহী অফিসার অনিন্দ গুহ জানান, আগামী ত্রয়োদশ জাতীয় সংসদ নির্বাচনে অংশ নেওয়ার বিভিন্ন দলের ৫ জন প্রার্থী মনোনয়নপত্র দাখিল করেছেন। এ আসন থেকে তার দপ্তর থেকে ১০জন মনোনয়নপত্র সংগ্রহ করেছিলেন। বাঁকী প্রার্থীর জেলা রিটার্নিং অফিসারের কার্যালয়ে মনোনয়নপত্র দাখিল করেছেন।: [587, 304, 768, 378]
ad-gallbladder-title: পিত্তথলি না ফেলে পিত্তপাথর অপারেশন: [1267, 295, 1502, 346]
ad-lost2-body: আমি মোঃ মাহাবুবর রহমান, পিতা-মোঃ অবেদ আলী সরদার, মাতা-মোহরজান বিবি, স্থায়ী ঠিকানা-গ্রাম ও পোস্টঃ মৃগীডাঙ্গা, থানা ও জেলাঃ সাতক্ষীরা। গত ২৮ ডিসেম্বর, ২০২৫ সন্ধ্যা আনুমানিক ৭:০০ ঘটিকার দিকে আমার এমফিল পরীক্ষার প্রবেশপত্র, রেজিস্ট্রেশন নং ৩২৫, সেশন ১৯৯৪-৯৫, রোল নং ৫, ভুগোল ও পরিবেশ বিভাগ, ঢাকা বিশ্ববিদ্যালয়। আমি খুলনা সদর থানায় একটি জিডি করেছি যার নম্বর ২৩১৪, তাং ২৮-১২-২০২৫।: [1272, 1031, 1497, 1112]
dateline: ॥ ভেড়ামারা ॥: [461, 1055, 514, 1066]
ad-gallstone-news[interactable]: [1265, 1228, 1504, 1475]
article-paragraph: এ সময় উপস্থিত ছিলেন উপজেলা বিএনপির সাবেক সভাপতি, সাধারণ সম্পাদক, যুগ্ম আহ্বায়ক, সদস্য সচিবসহ অঙ্গ ও সহযোগী সংগঠনের নেতাকর্মীরা। উৎসবমুখর পরিবেশে মিছিল সহকারে নেতাকর্মীরা উপস্থিত হন।: [18, 535, 199, 588]
tender-cell-desc: বিজেএমসি খুলনা আঞ্চলিক দপ্তরের ১৪ টি সেমিপাকা দোকানঘর (১৫'-০" X ১০'-০") নির্মাণ কাজ।: [709, 1835, 834, 1883]
article-paragraph: মনোনীত প্রার্থী মো. গিয়াস উদ্দিন ও স্বতন্ত্র প্রার্থী দৌলতপুর উপজেলা বিএনপি'র সাবেক যুগ্ম-আহ্বায়ক মো. নুরুজ্জামান হাবলু মোল্লা।: [207, 1029, 389, 1061]
tender-notice[interactable]: [652, 1611, 1510, 2118]
dateline: ॥ ফুলতলা ॥: [85, 593, 132, 604]
article-paragraph: এইচ গোলাম সাবেক সভাপতি বাগেরহাট- ৩ আসনে শেখ ফরিদুল ইসলাম, আব্দুল ওয়াদুদ, এইচ সেলিম, হোসেন (খেলাফত), রহমান মাস্টার (এনসিপি), ওমর ফারুক (ইসলামী আন্দোলন)।: [18, 869, 199, 911]
tender-cell-receive: দরপত্র গ্রহণের সময়সূচি: ২৮/০১/২০২৬ তারিখ রোজ বুধবার বেলা ১২.০০ ঘটিকা পর্যন্ত। দরপত্র বাক্স খোলার সময় বেলা ১২.০৫ ঘটিকা দরপত্র দলিল গ্রহণ/ জমার স্থান:: [1169, 1835, 1336, 1883]
ad-degree-line: Robotic Colorectal Fellow (UK): [1315, 481, 1454, 493]
notice-box[interactable]: [787, 990, 937, 1150]
tender-term-text: দরপত্রের সাথে সিডিউল ক্রয়ের মূল রশিদ, এনআইডি'র ফটোকপি, ভ্যাট রেজিঃ সনদ, হালনাগাদ ট্রেড লাইসেন্স ও আয়কর সনদ, ব্যাংক সলভেন্সী সনদ দাখিল করতে হবে।: [677, 2002, 1249, 2013]
ad-degree-line: খুলনা মেডিকেল কলেজ হাসপাতাল।: [1305, 694, 1464, 707]
ad-gallstone-doctor: প্রফেসর ডাঃ ইসরাইল বিশ্বাস: [1315, 1341, 1454, 1356]
dateline: ॥ চিতলমারী ॥: [650, 1015, 705, 1026]
mid-story-1: [787, 102, 1248, 460]
article-paragraph: তেরখাদা (খুলনা) খুলনা থেকে ভ্রাম্যমাণ প্রতিনিধি জানান, খুলনা-৪ আসনে বাংলাদেশ জাতীয়তাবাদী দল (বিএনপি) মনোনীত প্রার্থী আজিজুল বারী হেলালের পক্ষে তেরখাদায় মনোনয়নপত্র দাখিল করেছেন দলীয় নেতাকর্মীরা। গতকাল সোমবার তেরখাদা উপজেলা নির্বাহী কর্মকর্তা ও সহকারী রিটার্নিং কর্মকর্তা এ. বি. সারোয়ার রাব্বীর কাছে আনুষ্ঠানিকভাবে মনোনয়ন ফরম জমা দেওয়া হয়। উপজেলা বিএনপির সম্মেলন প্রস্তুত কমিটির আহ্বায়ক চৌধুরী কাউসার আলীর নেতৃত্বে পাঁচজন সিনিয়র নেতা আজিজুল বারী হেলালের পক্ষে মনোনয়ন দাখিল করেন।: [587, 538, 768, 655]
ad-ent-time: সময় ঃ দুপুর ১২টা-দুপুর ২টা, বিকাল ৫টা-রাত ৮টা: [1307, 762, 1462, 772]
article-paragraph: ফুলতলা প্রতিনিধি জানান, খুলনা-৪ আসনে ধানের শীষের প্রার্থী আজিজুল বারী হেলালের পক্ষে ফুলতলা উপজেলা নির্বাহী অফিসারের কাছে মনোনয়নপত্র জমা দেওয়া হয়েছে। এ সময় বিএনপি ও অঙ্গ সংগঠনের বিপুল সংখ্যক নেতাকর্মী উপস্থিত ছিলেন।: [397, 774, 579, 827]
article-paragraph: ডুমুরিয়া প্রতিনিধি জানান, খুলনা-৫ আসনে বিএনপি মনোনীত প্রার্থীর পক্ষে উপজেলা নির্বাহী অফিসারের কার্যালয়ে মনোনয়নপত্র দাখিল করা হয়েছে। বিএনপি, জামায়াত, এনসিপি ও স্বতন্ত্র প্রার্থীসহ একাধিক প্রার্থী মনোনয়নপত্র জমা দিয়েছেন।: [18, 677, 199, 730]
requirement-bullet: * এইচএসসি পরীক্ষার মূল রেজিস্ট্রেশন কার্ড।: [787, 512, 930, 522]
dateline: ॥ মাগুরা ॥: [657, 525, 698, 536]
ad-gallstone-op-label: অপারেশন করছেনঃ: [1350, 1325, 1419, 1336]
article-paragraph: এ সময় অন্যান্যের মধ্যে উপস্থিত ছিলেন খুলনা জেলা বিএনপির যুগ্ম-আহ্বায়ক অধ্যাপক মনিরুল হক বাবুল, দিঘলিয়া উপজেলা বিএনপির সভাপতি এম সাইফুর রহমান মিন্টু, সাধারণ সম্পাদক আঃ রকিব মল্লিক, সাংগঠনিক সম্পাদক মোল্যা নাজমুল হক, মোল্যা মনিরুজ্জামান মনিরসহ সকল ইউনিয়ন শাখার সভাপতি /সাধারণ সম্পাদকবৃন্দ।: [18, 207, 199, 281]
dateline: ॥ কচুয়া ॥: [280, 539, 316, 550]
dateline: ॥ তেরখাদা ॥: [84, 310, 133, 321]
bottom-rule: [18, 2325, 1510, 2328]
notice-body: স্পোর্টস ডেস্কঃ দলের তুমুল প্রতিদ্বন্দ্বিতার ক্রিকেটে অভিজ্ঞ ব্যাটার প্রেমিয়ার লিগ টুর্নামেন্টে অ্যাসোসিয়েটসের বিপক্ষে ১৭৭ বলে ডাবল সেঞ্চুরি করে তিনি পাকিস্তানি ব্যাটসম্যানদের মধ্যে দ্রুততম দ্বিশতকের রেকর্ড গড়েছেন।: [948, 1057, 1087, 1122]
article-paragraph: দৌলতপুর উপজেলা সহকারী রিটার্নিং অফিসার ও উপজেলা নির্বাহী অফিসার অনিন্দ গুহ জানান, আগামী ত্রয়োদশ জাতীয় সংসদ নির্বাচনে অংশ নেওয়ার বিভিন্ন দলের ৫ জন প্রার্থী মনোনয়নপত্র দাখিল করেছেন। এ আসন থেকে তার দপ্তর থেকে ১০জন মনোনয়নপত্র সংগ্রহ করেছিলেন। বাঁকী প্রার্থীর জেলা রিটার্নিং অফিসারের কার্যালয়ে মনোনয়নপত্র দাখিল করেছেন।: [397, 134, 579, 209]
notice-box[interactable]: [942, 990, 1092, 1150]
article-paragraph: দাকোপ প্রতিনিধি জানান, উৎসবমুখর পরিবেশে নেতাকর্মীদের নিয়ে মিছিল সহকারে এসে মনোনয়নপত্র জমা দেওয়া হয়। এ সময় বিপুল সংখ্যক নেতাকর্মী উপস্থিত ছিলেন।: [18, 808, 199, 851]
ad-eye-doctor: ডাঃ সমরেন্দ্র নাথ অধিকারী: [1267, 98, 1502, 129]
tender-org-sub: বাংলাদেশ পাটকল করপোরেশনের একটি প্রতিষ্ঠান: [961, 1652, 1201, 1667]
dateline: ॥ চুয়াডাঙ্গা ॥: [653, 291, 702, 302]
dateline: ॥ দাকোপ ॥: [86, 855, 130, 866]
tender-date: তারিখ : ২৯/১২/২০২৫ খ্রিঃ: [1393, 1751, 1495, 1762]
tender-intro: বিজেএমসি, খুলনা আঞ্চলিক কার্যালয়, খালিশপুর, খুলনা এর সিডিউলে বর্ণিত নিম্নোক্ত ১৪ টি দোকান ঘর নির্মাণ কাজ এবং ০২ নং সেমিপাকা ০১টি গোডাউন ভাড়ার নিমিত্ত আগ্রহী দরদাতাদের নিকট হতে অত্র দপ্তর কর্তৃক নির্ধারিত সিডিউলে সীলমোহরকৃত খামে দরপত্র আহবান করা যাচ্ছে:-: [663, 1765, 1499, 1788]
article-paragraph: দৌলতপুর (কুষ্টিয়া) প্রতিনিধি জানান, কুষ্টিয়ার দৌলতপুরে বিএনপিসহ ৫ জন প্রার্থী সহকারী রিটার্নিং অফিসার ও উপজেলা নির্বাহী অফিসারের কাছে মনোনয়নপত্র দাখিল করেছেন। গতকাল সোমবার দুপুরে উৎসবমুখর পরিবেশে তারা মনোনয়নপত্র দাখিল করেন।: [587, 396, 768, 449]
tender-row: [664, 1883, 1499, 1941]
article-paragraph: কালিয়া (নড়াইল) থেকে নিজস্ব সংবাদদাতা জানান, নড়াইল-১ নির্বাচনী আসনে স্বতন্ত্র প্রার্থী হিসেবে মনোনয়নপত্র দাখিল করলেন বিএম নাগিব হোসেন। মনোনয়নপত্র দাখিলের সময় বিএম নাগিব হোসেনের হিতাকাঙ্ক্ষিরা উপস্থিত ছিলেন।: [207, 795, 389, 848]
ad-ent-title: নাক কান গলা বিশেষজ্ঞ: [1267, 560, 1502, 590]
ad-eye-title: চক্ষু বিশেষজ্ঞ: [1267, 68, 1502, 98]
mid-paragraph: এর মধ্যে এক হাজার ৫২০ বন্দিকে কারাগারগুলোতে বিভিন্নভাবে ফিরিয়ে আনা সম্ভব হয়েছে। এছাড়া তাদের মধ্যে জামিন হয়েছে এক হাজার ১৩০ জনের। এখনো প্রায় ৭২০ বন্দি পলাতক।: [787, 270, 1013, 302]
dateline: ॥ ঝিনাইদহ ॥: [463, 626, 513, 637]
article-paragraph: এদিকে গণ অধিকার পরিষদ, ইসলামী আন্দোলন ও অন্যান্য রাজনৈতিক সংগঠনের প্রার্থীরাও নিজ নিজ আসনে মনোনয়নপত্র জমা দিয়েছেন বলে সংশ্লিষ্ট সূত্রে জানা গেছে।: [587, 968, 768, 1010]
newspaper-page: [0, 14, 1528, 2362]
masthead: [18, 14, 1510, 60]
mid-paragraph: গত ১২ ডিসেম্বর অনুষ্ঠিত ভর্তি পরীক্ষার ফলাফলের ভিত্তিতে মেধাতালিকা তৈরি করা হয়েছে। ভর্তি পরীক্ষার নম্বরের সঙ্গে এসএসসি ও এইচএসসির নম্বর যোগ করে মোট স্কোরের ভিত্তিতে দেশের ৩৭টি সরকারি মেডিকেল কলেজে ৫ হাজার ৪১ জন এবং ৯টি ডেন্টাল ইউনিটে ৫৪০ জন শিক্ষার্থীকে প্রাথমিকভাবে নির্বাচনের জন্য মনোনীত করা হয়েছে।: [787, 598, 1248, 630]
dateline: ॥ আশাশুনি ॥: [462, 269, 514, 280]
tender-header-row: [664, 1793, 1499, 1819]
ad-gallstone-body: ১. স্বল্প ব্যয়ে করা হয়। ২. বড় কাটা ছাড়া ছিদ্রের মাধ্যমে করা হয়। ৩. জার্মান মেশিনে ল্যাপরোস্কপিক করা হয়। ৪. মাত্র একদিন থাকলেই হয়। ৫. গরীব ও দুঃস্থ রোগীদের জন্য বিশেষ ছাড় আছে।: [1272, 1284, 1497, 1319]
ad-lost1-ref: আর-১৭৫৩: [1271, 964, 1313, 975]
dateline: ॥ কয়রা ॥: [90, 795, 127, 806]
mid-paragraph: সম্প্রতি ঢাকা-৮ আসনের সম্ভাব্য প্রার্থী, ইনকিলাব মঞ্চের মুখপাত্র ওসমান হাদিকে গুলি করে হত্যা, চট্টগ্রামে প্রার্থীর প্রচারণার সময় গুলিসহ কয়েকটি ঘটনা সামনে আসায় নিরাপত্তা শঙ্কার বিষয়টি ভাবাচ্ছে। ২০২০ সালের ২৫ জুন শরীয়তপুরের জাজিরায় অষ্টম শ্রেণির শিক্ষার্থী শাকিল মাদবরকে অপহরণ করে পরিবারের কাছে মুক্তিপণ দাবি করেন সাকিব। কিন্তু মুক্তিপণ না পাওয়ায় বাবু ও তার সহযোগীরা শাকিলকে হত্যা করে মরদেহ নির্মাণাধীন ভবনে রাখেন। সাকিবকে গ্রেফতারের পর বিচার শেষে আদালত মৃত্যুদণ্ড দেন। সাকিব ওই মামলায় হাই সিকিউরিটি কারাগারে আটক ছিলেন।: [787, 102, 1013, 199]
mid-paragraph: সংশ্লিষ্টরা জানিয়েছে। ফলে পলাতক বন্দিদের ধরতে অভিযান জোরদার করা হয়েছে। ৫ আগস্ট সন্ধ্যায় দুর্বৃত্তরা প্রধান ফটক ভেঙে ভেতরে ঢুকে হামলা চালায়। কারাগারের ভেতর তৃতীয় তলার একটি ভবনে আগুন ধরিয়ে দেয়। এতে গিয়ে ছয় বন্দি মারা যান। পলাতক বন্দিদের মধ্যে হত্যা ও সন্ত্রাসবিরোধী আইনের মামলায় দণ্ডপ্রাপ্ত আসামিরা রয়েছেন। কারা কর্তৃপক্ষের একজন বলেন, 'পালিয়ে যাওয়া ৬৫ শতাংশ বন্দিকে ফিরিয়ে আনা সম্ভব হয়েছে, বাকিরা এখনো পলাতক। কারা সূত্র জানায়, দুর্বৃত্তরা দেয়াল টপকে কারাগারে ঢুকে পড়ে। পরে তারা প্রধান ফটক ভেঙে বন্দিদের বের করে নিয়ে যায়।: [1022, 126, 1248, 223]
mid-paragraph: ভর্তি সম্পন্ন করার পর কোনো শিক্ষার্থী চাইলে কলেজ পরিবর্তনের জন্য (মাইগ্রেশন) অনলাইনে আবেদন করতে পারবেন। স্বাস্থ্য শিক্ষা অধিদপ্তর জানিয়েছে, একজন শিক্ষার্থী বিধিমালা অনুযায়ী সর্বোচ্চ তিনবার মাইগ্রেশনের সুযোগ পাবেন।: [787, 646, 1248, 667]
tender-title: দরপত্র বিজ্ঞপ্তি: [1007, 1706, 1155, 1737]
tender-column-header: প্রতিসেট সিডিউলের মূল্য (টাকা): [835, 1793, 910, 1819]
notice-headline: পত্রদূতের উপদেষ্টা সম্পাদক আজাদের সুস্থতা কামনা তালা প্রেসক্লাবের: [798, 994, 926, 1074]
article-paragraph: অন্যদিকে ত্রয়োদশ জাতীয় সংসদ নির্বাচনে সাতক্ষীরা-৩ (কালিগঞ্জ ও আশাশুনি) আসনে স্বতন্ত্র প্রার্থী হিসেবে প্রতিদ্বন্দ্বিতা করতে জেলা প্রশাসক ও জেলা রিটার্নিং কর্মকর্তার কাছে মনোনয়নপত্র জমা দিয়েছেন গণমানুষের নেতা ও 'গরীবের ডাক্তার' হিসেবে পরিচিত আলহাজ্ব অধ্যাপক শহিদুল আলম।: [587, 886, 768, 950]
ad-eye-chamber-strip: চেম্বারঃ বাংলাদেশ আই হসপিটাল খুলনা লিঃ: [1267, 183, 1502, 197]
mid-paragraph: মাইগ্রেশন নীতিমালা: [787, 633, 852, 643]
tender-column-header: দরপত্র গ্রহন জমাদানের সময়সূচি ও স্থান: [1169, 1793, 1336, 1819]
article-paragraph: দিঘলিয়া থেকে ভ্রাম্যমাণ প্রতিনিধি শেখ মনিরুল ইসলাম জানান, খুলনা-৪ আসনের বিএনপি মনোনীত প্রার্থী আজিজুল বারী হেলালের পক্ষে উৎসবমুখর পরিবেশে দিঘলিয়া উপজেলা নির্বাহী অফিসারের নিকট মনোনয়ন পত্রের অনুলিপি জমা দেন বিএনপি নেতৃবৃন্দ।: [18, 151, 199, 204]
ad-degree-line: Colorectal Fellow (USA): [1331, 469, 1438, 481]
tender-row: [664, 1835, 1499, 1883]
ad-lost3-ref: আর-১৭৫৫: [1020, 1338, 1062, 1349]
article-paragraph: পারষদের মনোনীত প্রার্থী নূর ইসলাম, জাতীয় পার্টি মনোনীত প্রার্থী খন্দকার ফায়েকুজ্জামান ফিরোজ, বাংলাদেশ সাংস্কৃতিক জোটের মোঃ সোয়েব আলী ও স্বতন্ত্র প্রার্থী ফরিদা ইয়াসমিন।: [207, 668, 389, 711]
tender-column-number: ৩: [835, 1819, 910, 1835]
ad-gallstone-serial-label: সিরিয়ালের জন্য ঃ: [1347, 1424, 1422, 1435]
article-paragraph: ফয়লাহাট (রামপাল) বাগেরহাট থেকে নিজস্ব সংবাদদাতা জানান, ত্রয়োদশ জাতীয় সংসদ নির্বাচনে সংসদীয় আসন ( রামপাল–মোংলা) বাগেরহাট-৩ আসনে মোট ২ জন প্রার্থী মনোনয়ন পত্র জমা দিয়েছেন। গতকাল ২৯ ডিসেম্বর উপজেলা নির্বাহী অফিসার মিজ তামান্না ফেরদৌসির কাছে তারা মনোনয়নপত্র জমা দেন। রামপাল উপজেলা নির্বাহী কর্মকর্তার কার্যালয় সূত্রে জানা গেছে এর আগে ইসলামী আন্দোলন বাংলাদেশ মনোনীত প্রার্থী শেখ জিল্লুর রহমান, বিএনপি মনোনীত প্রার্থী লায়ন ড. শেখ ফরিদুল ইসলাম, স্বতন্ত্র প্রার্থী এম এ এইচ সেলিম, জামায়াতে ইসলামী মনোনীত প্রার্থী এড. শেখ আ. ওয়াদুদ, এনসিপি মনোনীত প্রার্থী মোল্লা রহমাতুল্লাহ, জাতীয় সমাজতান্ত্রিক দল মনোনয়নপত্র সংগ্রহ করেছিলেন।: [207, 134, 389, 284]
tender-org-name: বাংলাদেশ পাটকল করপোরেশন (খুলনা অঞ্চল): [845, 1619, 1317, 1649]
dateline: ॥ কালীগঞ্জ ॥: [463, 424, 513, 435]
ad-ent-degrees: [1267, 661, 1502, 712]
tender-cell-receive: (ক) পরিকল্পনা বিভাগ, বিজেএমসি, আদমজী কোর্ট, মতিঝিল বা/এ, ঢাকা। (খ) জেলা প্রশাসকের কার্যালয়, খুলনা। (গ) প্রশাসন বিভাগ, বিজেএমসি আঞ্চলিক কার্যালয়, চরের হাট, খালিশপুর, খুলনা।: [1169, 1883, 1336, 1941]
article-paragraph: বাগেরহাট জেলা রিটার্নিং কর্মকর্তা ও জেলা প্রশাসক গোলাম মো. বাতেন বলেন, সকাল থেকেই উৎসবমুখর পরিবেশে প্রার্থীরা তাদের মনোনয়নপত্র জমা দিয়েছেন। বিএনপি, জামায়াত, এনসিপি ও স্বতন্ত্র প্রার্থীসহ মোট ৩২ জন প্রার্থী তাদের মনোনয়নপত্র জমা দিয়েছেন। এর আগে ৪২জন প্রার্থী মনোনয়নপত্র সংগ্রহ করেছিলেন।: [397, 905, 579, 969]
dateline: ॥ মিরপুর ॥: [657, 181, 698, 192]
mid-story-3: [787, 708, 1248, 861]
ad-job-body: একটি প্রতিষ্ঠানের জন্য ডিজিটাল মার্কেটিং-এর জন্য অভিজ্ঞ লোক নেয়া হবে। ঠিকানা: ২৯ মুন্সীপাড়া ৩য় গলি, খুলনা-01307-453745: [1272, 1176, 1497, 1198]
dateline: ॥ খোকসা ॥: [655, 241, 700, 252]
article-paragraph: জেলা রিটার্নিং অফিসার ও জেলা প্রশাসক ড. মোহাম্মদ আব্দুল ছালাম বলেন, 'মনোনয়নপত্র জমাদানের শেষ দিনে বিকাল ৫টা পর্যন্ত দুটি আসনে ২৪ জন প্রার্থী মনোনয়নপত্র জমা দিয়েছে। এর মধ্যে নড়াইল-১ আসনে ১৫টি ও নড়াইল-২ আসনে ৯টি মনোনয়নপত্র জমা পড়েছে।': [207, 713, 389, 777]
requirement-bullet: * এসএসসি ও এইচএসসি বা সমমান পরীক্ষার একাডেমিক ট্রান্সক্রিপ্ট ও মূল সনদ।: [787, 525, 1048, 535]
mid-paragraph: (বাংলাদেশ বেতার), মাসুম বিল্লাহ ইমরান (নিউ নেশন), কবর আহমেদ, মো: সোহাগ হোসেন মোড়ল, এস.এম জহর হাসান সাগর, সাধারণ পরিষদ সদস্য মো: লিটন হুসাইন, মো: হাফিজুর রহমান, শেখ ফয়সাল হোসেন, কাজী এনামূল হক বিপ্লব, খান আল-মাহবুব হুসাইন, পার্থ প্রতিম মন্ডল, কাজী জীবন বারী, মো: সাগর মোড়ল, মোঃ মোস্তাফিজুর রহমান রাজু প্রমুখ।: [1022, 924, 1248, 988]
ad-ent-specialist[interactable]: [1265, 558, 1504, 803]
dateline: ॥ যশোর ॥: [468, 555, 508, 566]
mid-paragraph: অনিক (ইন্ডিপেন্ডেন্ট টেলিভিশন), রবিউল গাজী উজ্জ্বল (দৈনিক সময়ের খবর), এস এম ইয়াসিন আরাফাত রুমি (দীপ্ত টিভি), এ এম জাহিদ (দৈনিক রূপান্তর), হাবিবুল্লাহ শেখ সাকিল (দৈনিক সময়ের খবর), শেখ রাসেল (চ্যানেল ২৪), কামাল হোসেন (বাংলাদেশ প্রতিদিন), আরিফুর রহমান (দৈনিক প্রবাহ), নুরুল আমিন নুর (সময় টিভি), ওবায়দুর রহমান পলাশ (স্টার নিউজ), রাজু আহমেদ ( দৈনিক গ্রামের কাগজ), মো. এম এ সাদী (দৈনিক সময়ের খবর), মো. আবুল হাসান চৌধুরী (দৈনিক পূর্বাঞ্চল), মো. মোজাহিদুর রহমান (দৈনিক টিভি), উম্মে উমামা (ভয়েজ অব টাইগার), রমজান হোসেন জুয়েল (একুশে টেলিভিশন)।-খবরঃ বিজ্ঞপ্তির।: [787, 900, 1248, 986]
